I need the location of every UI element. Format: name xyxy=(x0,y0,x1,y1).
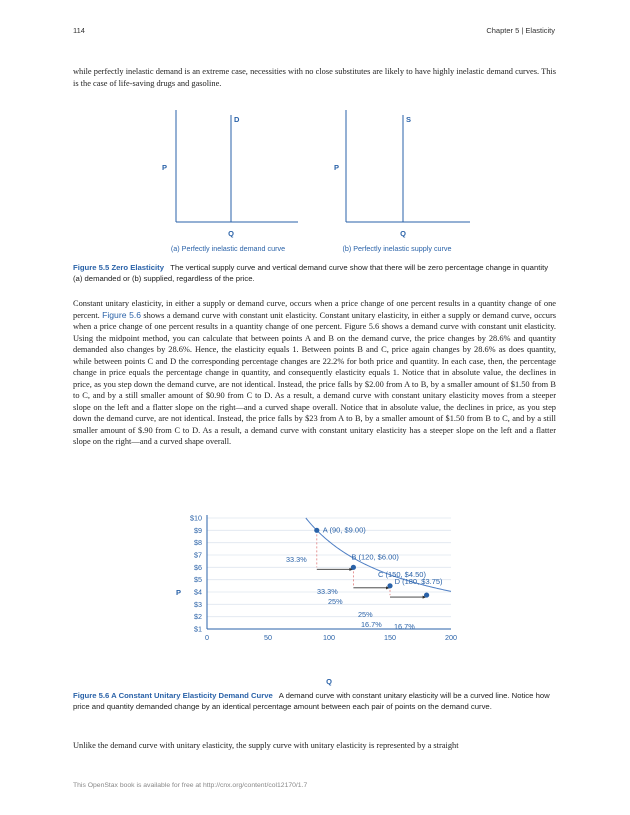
figure-5-5-caption-text: The vertical supply curve and vertical demand curve show that there will be zero percentage change in quantity (a) demanded or (b) supplied, regardless of the price. xyxy=(73,263,549,283)
x-tick-label-150: 150 xyxy=(384,633,396,642)
y-tick-label-$9: $9 xyxy=(194,525,202,535)
figure-5-5 xyxy=(0,105,630,260)
percent-label-quantity-A-B: 33.3% xyxy=(317,587,338,596)
chart-x-axis-label: Q xyxy=(326,677,332,686)
figure-5-5-caption-label: Figure 5.5 Zero Elasticity xyxy=(73,263,165,272)
left-curve-label: D xyxy=(234,115,240,124)
intro-paragraph: while perfectly inelastic demand is an extreme case, necessities with no close substitutes are likely to have highly inelastic demand curves. This is the case of life-saving drugs and gasoline. xyxy=(73,67,556,88)
right-x-label: Q xyxy=(400,229,406,238)
y-tick-label-$1: $1 xyxy=(194,624,202,634)
y-tick-label-$10: $10 xyxy=(190,513,202,523)
right-subcaption: (b) Perfectly inelastic supply curve xyxy=(342,244,452,253)
data-point-A xyxy=(314,528,319,533)
y-tick-label-$7: $7 xyxy=(194,550,202,560)
figure-5-6-link[interactable]: Figure 5.6 xyxy=(102,309,142,320)
percent-label-price-B-C: 25% xyxy=(328,597,343,606)
data-point-label-D: D (180, $3.75) xyxy=(394,577,443,587)
right-y-label: P xyxy=(334,163,340,172)
chapter-header: Chapter 5 | Elasticity xyxy=(486,26,555,35)
y-tick-label-$5: $5 xyxy=(194,575,202,585)
page-number: 114 xyxy=(73,26,85,35)
figure-5-6-chart xyxy=(0,505,630,690)
figure-5-5-caption xyxy=(73,263,556,284)
data-point-label-B: B (120, $6.00) xyxy=(351,552,399,562)
data-point-label-A: A (90, $9.00) xyxy=(322,525,366,535)
percent-label-price-C-D: 16.7% xyxy=(361,620,382,629)
left-subcaption: (a) Perfectly inelastic demand curve xyxy=(170,244,286,253)
percent-label-quantity-B-C: 25% xyxy=(358,610,373,619)
left-y-label: P xyxy=(162,163,168,172)
x-tick-label-50: 50 xyxy=(264,633,272,642)
y-tick-label-$8: $8 xyxy=(194,538,202,548)
data-point-B xyxy=(351,565,356,570)
data-point-label-C: C (150, $4.50) xyxy=(378,569,426,579)
x-tick-label-0: 0 xyxy=(205,633,209,642)
y-tick-label-$4: $4 xyxy=(194,587,202,597)
body-paragraph xyxy=(73,298,556,448)
right-curve-label: S xyxy=(406,115,412,124)
figure-5-6-caption-label: Figure 5.6 A Constant Unitary Elasticity Demand Curve xyxy=(73,691,273,700)
page-footer: This OpenStax book is available for free at http://cnx.org/content/col12170/1.7 xyxy=(73,782,308,789)
body-part-2: shows a demand curve with constant unit elasticity. Constant unitary elasticity, in either a supply or demand curve, occurs when a price change of one percent results in a quantity change of one percent. Figure 5.6 shows a demand curve with constant unit elasticity. Using the midpoint method, you can calculate that between points A and B on the demand curve, the price changes by 28.6% and quantity demanded also changes by 28.6%. Hence, the elasticity equals 1. Between points B and C, price again changes by 28.6% as does quantity, while between points C and D the corresponding percentage changes are 22.2% for both price and quantity. In each case, then, the percentage change in price equals the percentage change in quantity, and consequently elasticity equals 1. Notice that in absolute value, the declines in price, as you step down the demand curve, are not identical. Instead, the price falls by $2.00 from A to B, by a smaller amount of $1.50 from B to C, and by a still smaller amount of $0.90 from C to D. As a result, a demand curve with constant unitary elasticity moves from a steeper slope on the left and a flatter slope on the right—and a curved shape overall. Notice that in absolute value, the declines in price, as you step down the demand curve, are not identical. Instead, the price falls by $23 from A to B, by a smaller amount of $1.50 from B to C, and by a still smaller amount of $.90 from C to D. As a result, a demand curve with constant unitary elasticity has a steeper slope on the left and a flatter slope on the right—and a curved shape overall. xyxy=(73,310,557,446)
percent-label-price-A-B: 33.3% xyxy=(286,555,307,564)
x-tick-label-200: 200 xyxy=(445,633,457,642)
data-point-D xyxy=(424,592,429,597)
percent-label-quantity-C-D: 16.7% xyxy=(394,622,415,631)
data-point-C xyxy=(387,583,392,588)
closing-paragraph: Unlike the demand curve with unitary elasticity, the supply curve with unitary elasticity is represented by a straight xyxy=(73,741,459,750)
figure-5-6-caption xyxy=(73,691,556,712)
y-tick-label-$3: $3 xyxy=(194,599,202,609)
y-tick-label-$6: $6 xyxy=(194,562,202,572)
left-x-label: Q xyxy=(228,229,234,238)
x-tick-label-100: 100 xyxy=(323,633,335,642)
y-tick-label-$2: $2 xyxy=(194,612,202,622)
body-part-1: Constant unitary elasticity, in either a supply or demand curve, occurs when a price change of one percent results in a quantity change of one percent. xyxy=(73,299,556,320)
chart-y-axis-label: P xyxy=(176,588,182,597)
figure-5-6-caption-text: A demand curve with constant unitary elasticity will be a curved line. Notice how price and quantity demanded change by an identical percentage amount between each pair of points on the demand curve. xyxy=(73,691,550,711)
